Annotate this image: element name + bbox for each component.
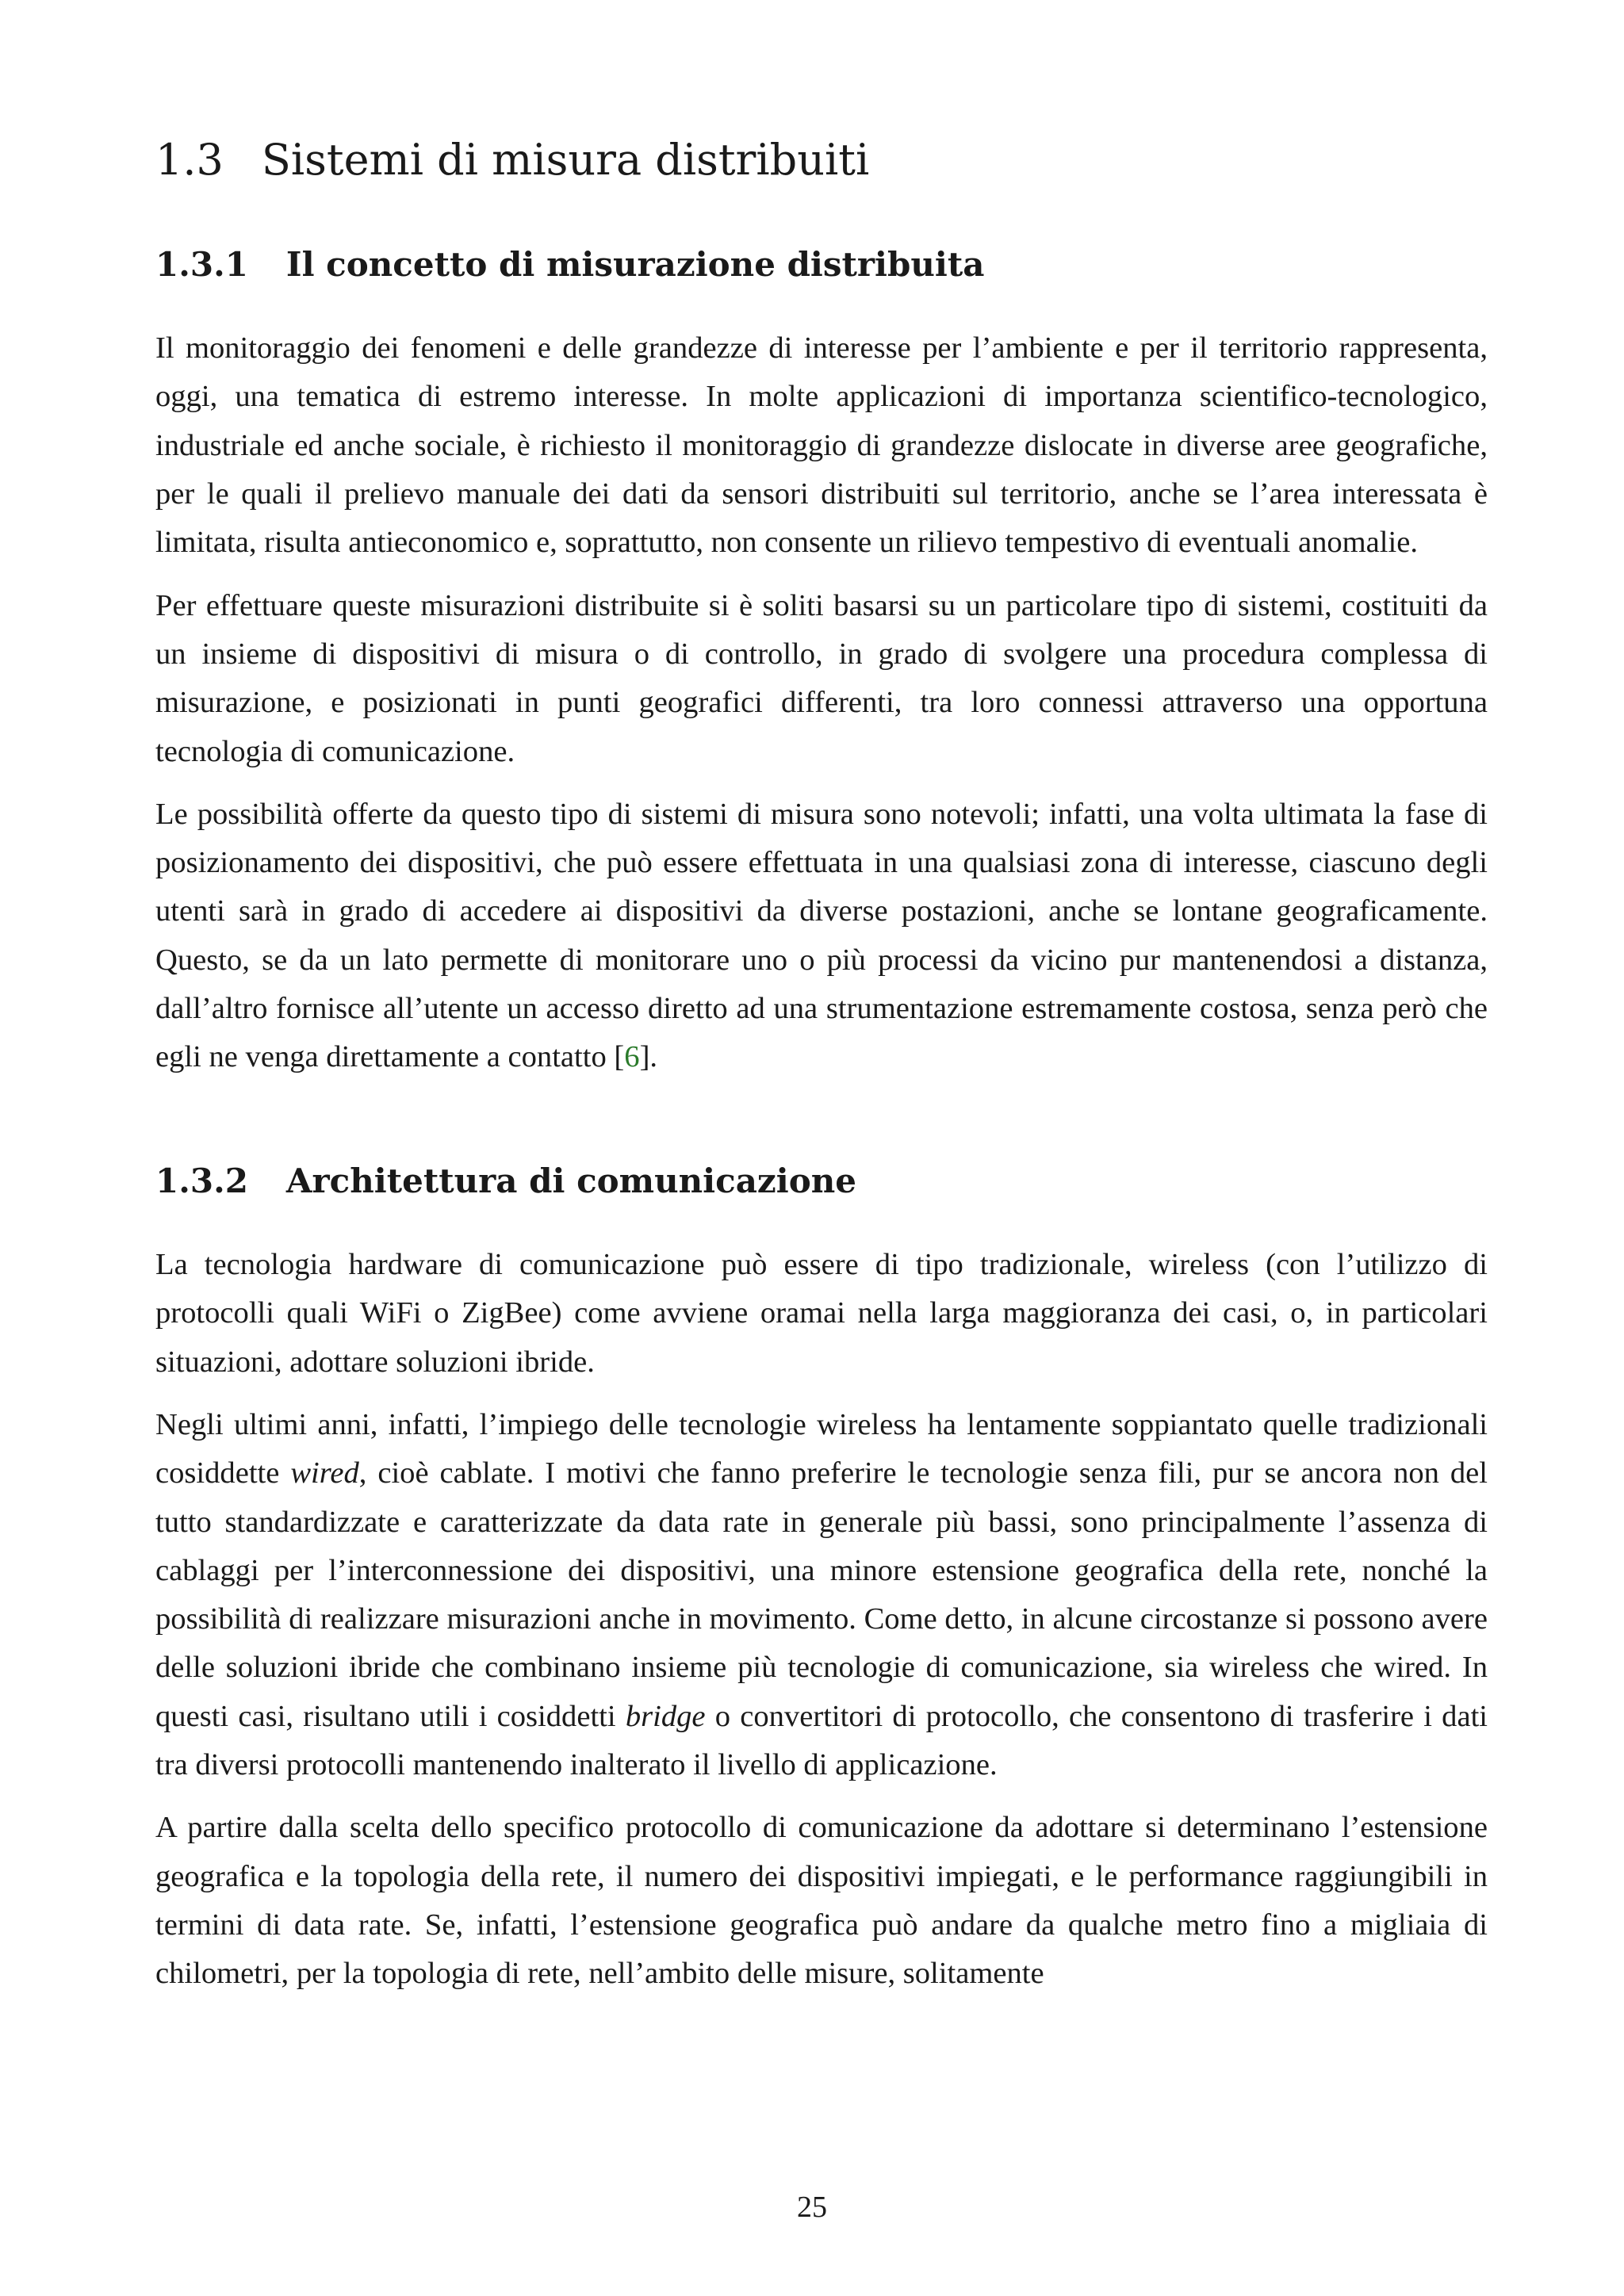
- paragraph-text: o convertitori di protocollo, che consentono di trasferire i dati tra diversi protocolli mantenendo inalterato il livello di applicazione.: [155, 1699, 1488, 1781]
- subsection-number-1: 1.3.1: [155, 244, 248, 284]
- subsection-heading-2: [155, 1161, 1488, 1201]
- section-title: Sistemi di misura distribuiti: [261, 135, 870, 185]
- paragraph: [155, 1401, 1488, 1789]
- page-body: [155, 135, 1488, 2012]
- paragraph: [155, 790, 1488, 1082]
- paragraph-text: Negli ultimi anni, infatti, l’impiego delle tecnologie wireless ha lentamente soppiantato quelle tradizionali cosiddette: [155, 1407, 1488, 1490]
- subsection-title-2: Architettura di comunicazione: [285, 1161, 856, 1200]
- paragraph-text: , cioè cablate. I motivi che fanno preferire le tecnologie senza fili, pur se ancora non del tutto standardizzate e caratterizzate da data rate in generale più bassi, sono principalmente l’assenza di cablaggi per l’interconnessione dei dispositivi, una minore estensione geografica della rete, nonché la possibilità di realizzare misurazioni anche in movimento. Come detto, in alcune circostanze si possono avere delle soluzioni ibride che combinano insieme più tecnologie di comunicazione, sia wireless che wired. In questi casi, risultano utili i cosiddetti: [155, 1456, 1488, 1733]
- paragraph-text-end: ].: [639, 1040, 658, 1074]
- subsection-number-2: 1.3.2: [155, 1161, 248, 1200]
- page-number: 25: [797, 2191, 827, 2224]
- section-heading: [155, 135, 1488, 186]
- paragraph: La tecnologia hardware di comunicazione può essere di tipo tradizionale, wireless (con l’utilizzo di protocolli quali WiFi o ZigBee) come avviene oramai nella larga maggioranza dei casi, o, in particolari situazioni, adottare soluzioni ibride.: [155, 1248, 1488, 1379]
- subsection-title-1: Il concetto di misurazione distribuita: [285, 244, 985, 284]
- subsection-heading-1: [155, 245, 1488, 285]
- paragraph: Il monitoraggio dei fenomeni e delle grandezze di interesse per l’ambiente e per il territorio rappresenta, oggi, una tematica di estremo interesse. In molte applicazioni di importanza scientifico-tecnologico, industriale ed anche sociale, è richiesto il monitoraggio di grandezze dislocate in diverse aree geografiche, per le quali il prelievo manuale dei dati da sensori distribuiti sul territorio, anche se l’area interessata è limitata, risulta antieconomico e, soprattutto, non consente un rilievo tempestivo di eventuali anomalie.: [155, 331, 1488, 560]
- paragraph-text: Le possibilità offerte da questo tipo di sistemi di misura sono notevoli; infatti, una volta ultimata la fase di posizionamento dei dispositivi, che può essere effettuata in una qualsiasi zona di interesse, ciascuno degli utenti sarà in grado di accedere ai dispositivi da diverse postazioni, anche se lontane geograficamente. Questo, se da un lato permette di monitorare uno o più processi da vicino pur mantenendosi a distanza, dall’altro fornisce all’utente un accesso diretto ad una strumentazione estremamente costosa, senza però che egli ne venga direttamente a contatto [: [155, 797, 1488, 1074]
- section-number: 1.3: [155, 135, 224, 185]
- paragraph: A partire dalla scelta dello specifico protocollo di comunicazione da adottare si determinano l’estensione geografica e la topologia della rete, il numero dei dispositivi impiegati, e le performance raggiungibili in termini di data rate. Se, infatti, l’estensione geografica può andare da qualche metro fino a migliaia di chilometri, per la topologia di rete, nell’ambito delle misure, solitamente: [155, 1811, 1488, 1991]
- citation-link[interactable]: 6: [624, 1040, 640, 1074]
- paragraph: Per effettuare queste misurazioni distribuite si è soliti basarsi su un particolare tipo di sistemi, costituiti da un insieme di dispositivi di misura o di controllo, in grado di svolgere una procedura complessa di misurazione, e posizionati in punti geografici differenti, tra loro connessi attraverso una opportuna tecnologia di comunicazione.: [155, 588, 1488, 768]
- italic-term-bridge: bridge: [625, 1699, 706, 1733]
- italic-term-wired: wired: [290, 1456, 359, 1490]
